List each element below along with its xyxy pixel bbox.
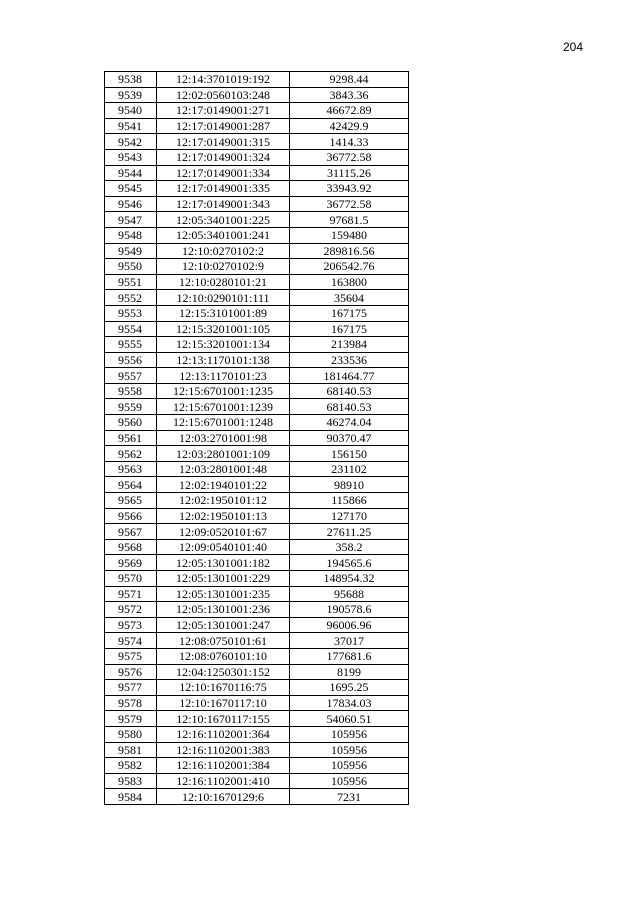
value-cell: 206542.76 bbox=[290, 259, 409, 275]
cadastral-number-cell: 12:16:1102001:410 bbox=[157, 773, 290, 789]
cadastral-number-cell: 12:03:2701001:98 bbox=[157, 430, 290, 446]
row-number-cell: 9570 bbox=[105, 571, 157, 587]
cadastral-number-cell: 12:16:1102001:384 bbox=[157, 758, 290, 774]
table-row bbox=[105, 773, 409, 789]
cadastral-number-cell: 12:16:1102001:364 bbox=[157, 726, 290, 742]
row-number-cell: 9540 bbox=[105, 103, 157, 119]
cadastral-number-cell: 12:10:1670116:75 bbox=[157, 680, 290, 696]
row-number-cell: 9568 bbox=[105, 539, 157, 555]
table-row bbox=[105, 368, 409, 384]
value-cell: 190578.6 bbox=[290, 602, 409, 618]
table-row bbox=[105, 399, 409, 415]
cadastral-number-cell: 12:09:0540101:40 bbox=[157, 539, 290, 555]
cadastral-number-cell: 12:17:0149001:287 bbox=[157, 118, 290, 134]
value-cell: 181464.77 bbox=[290, 368, 409, 384]
cadastral-number-cell: 12:15:6701001:1235 bbox=[157, 383, 290, 399]
page-number: 204 bbox=[562, 40, 583, 54]
row-number-cell: 9560 bbox=[105, 415, 157, 431]
table-row bbox=[105, 617, 409, 633]
value-cell: 105956 bbox=[290, 742, 409, 758]
value-cell: 177681.6 bbox=[290, 648, 409, 664]
row-number-cell: 9558 bbox=[105, 383, 157, 399]
cadastral-number-cell: 12:17:0149001:335 bbox=[157, 181, 290, 197]
value-cell: 17834.03 bbox=[290, 695, 409, 711]
table-row bbox=[105, 134, 409, 150]
value-cell: 8199 bbox=[290, 664, 409, 680]
cadastral-number-cell: 12:10:1670117:155 bbox=[157, 711, 290, 727]
row-number-cell: 9564 bbox=[105, 477, 157, 493]
cadastral-number-cell: 12:03:2801001:109 bbox=[157, 446, 290, 462]
value-cell: 31115.26 bbox=[290, 165, 409, 181]
table-row bbox=[105, 742, 409, 758]
cadastral-number-cell: 12:16:1102001:383 bbox=[157, 742, 290, 758]
cadastral-number-cell: 12:05:1301001:236 bbox=[157, 602, 290, 618]
table-row bbox=[105, 493, 409, 509]
cadastral-number-cell: 12:15:3101001:89 bbox=[157, 305, 290, 321]
row-number-cell: 9549 bbox=[105, 243, 157, 259]
cadastral-number-cell: 12:10:0290101:111 bbox=[157, 290, 290, 306]
cadastral-number-cell: 12:08:0750101:61 bbox=[157, 633, 290, 649]
value-cell: 358.2 bbox=[290, 539, 409, 555]
row-number-cell: 9559 bbox=[105, 399, 157, 415]
table-row bbox=[105, 789, 409, 805]
value-cell: 289816.56 bbox=[290, 243, 409, 259]
row-number-cell: 9571 bbox=[105, 586, 157, 602]
row-number-cell: 9542 bbox=[105, 134, 157, 150]
table-row bbox=[105, 555, 409, 571]
value-cell: 27611.25 bbox=[290, 524, 409, 540]
table-row bbox=[105, 383, 409, 399]
row-number-cell: 9573 bbox=[105, 617, 157, 633]
row-number-cell: 9557 bbox=[105, 368, 157, 384]
cadastral-number-cell: 12:05:3401001:225 bbox=[157, 212, 290, 228]
table-row bbox=[105, 274, 409, 290]
table-row bbox=[105, 633, 409, 649]
table-row bbox=[105, 181, 409, 197]
value-cell: 36772.58 bbox=[290, 149, 409, 165]
row-number-cell: 9576 bbox=[105, 664, 157, 680]
cadastral-number-cell: 12:14:3701019:192 bbox=[157, 72, 290, 88]
value-cell: 97681.5 bbox=[290, 212, 409, 228]
value-cell: 233536 bbox=[290, 352, 409, 368]
value-cell: 98910 bbox=[290, 477, 409, 493]
value-cell: 37017 bbox=[290, 633, 409, 649]
table-row bbox=[105, 571, 409, 587]
table-row bbox=[105, 524, 409, 540]
row-number-cell: 9551 bbox=[105, 274, 157, 290]
table-row bbox=[105, 461, 409, 477]
table-row bbox=[105, 243, 409, 259]
cadastral-number-cell: 12:15:6701001:1248 bbox=[157, 415, 290, 431]
row-number-cell: 9575 bbox=[105, 648, 157, 664]
table-row bbox=[105, 508, 409, 524]
row-number-cell: 9562 bbox=[105, 446, 157, 462]
row-number-cell: 9548 bbox=[105, 227, 157, 243]
row-number-cell: 9563 bbox=[105, 461, 157, 477]
table-row bbox=[105, 680, 409, 696]
value-cell: 90370.47 bbox=[290, 430, 409, 446]
row-number-cell: 9584 bbox=[105, 789, 157, 805]
cadastral-number-cell: 12:10:0270102:2 bbox=[157, 243, 290, 259]
value-cell: 9298.44 bbox=[290, 72, 409, 88]
table-row bbox=[105, 446, 409, 462]
row-number-cell: 9567 bbox=[105, 524, 157, 540]
table-row bbox=[105, 103, 409, 119]
value-cell: 46672.89 bbox=[290, 103, 409, 119]
cadastral-number-cell: 12:17:0149001:343 bbox=[157, 196, 290, 212]
cadastral-number-cell: 12:15:6701001:1239 bbox=[157, 399, 290, 415]
row-number-cell: 9572 bbox=[105, 602, 157, 618]
table-row bbox=[105, 149, 409, 165]
row-number-cell: 9552 bbox=[105, 290, 157, 306]
cadastral-number-cell: 12:05:3401001:241 bbox=[157, 227, 290, 243]
table-row bbox=[105, 539, 409, 555]
cadastral-number-cell: 12:02:1950101:13 bbox=[157, 508, 290, 524]
row-number-cell: 9555 bbox=[105, 337, 157, 353]
value-cell: 1695.25 bbox=[290, 680, 409, 696]
value-cell: 33943.92 bbox=[290, 181, 409, 197]
row-number-cell: 9561 bbox=[105, 430, 157, 446]
table-row bbox=[105, 337, 409, 353]
table-row bbox=[105, 227, 409, 243]
table-row bbox=[105, 711, 409, 727]
value-cell: 213984 bbox=[290, 337, 409, 353]
value-cell: 68140.53 bbox=[290, 399, 409, 415]
value-cell: 35604 bbox=[290, 290, 409, 306]
value-cell: 127170 bbox=[290, 508, 409, 524]
table-row bbox=[105, 602, 409, 618]
value-cell: 7231 bbox=[290, 789, 409, 805]
cadastral-number-cell: 12:15:3201001:134 bbox=[157, 337, 290, 353]
row-number-cell: 9581 bbox=[105, 742, 157, 758]
table-row bbox=[105, 430, 409, 446]
table-body bbox=[105, 72, 409, 805]
cadastral-number-cell: 12:15:3201001:105 bbox=[157, 321, 290, 337]
table-row bbox=[105, 165, 409, 181]
cadastral-number-cell: 12:10:1670117:10 bbox=[157, 695, 290, 711]
cadastral-number-cell: 12:10:1670129:6 bbox=[157, 789, 290, 805]
value-cell: 163800 bbox=[290, 274, 409, 290]
row-number-cell: 9541 bbox=[105, 118, 157, 134]
cadastral-number-cell: 12:08:0760101:10 bbox=[157, 648, 290, 664]
row-number-cell: 9538 bbox=[105, 72, 157, 88]
cadastral-number-cell: 12:09:0520101:67 bbox=[157, 524, 290, 540]
table-row bbox=[105, 415, 409, 431]
row-number-cell: 9546 bbox=[105, 196, 157, 212]
cadastral-number-cell: 12:04:1250301:152 bbox=[157, 664, 290, 680]
value-cell: 46274.04 bbox=[290, 415, 409, 431]
data-table bbox=[104, 71, 409, 805]
row-number-cell: 9547 bbox=[105, 212, 157, 228]
table-row bbox=[105, 72, 409, 88]
value-cell: 156150 bbox=[290, 446, 409, 462]
value-cell: 167175 bbox=[290, 305, 409, 321]
table-row bbox=[105, 196, 409, 212]
table-row bbox=[105, 259, 409, 275]
value-cell: 3843.36 bbox=[290, 87, 409, 103]
value-cell: 1414.33 bbox=[290, 134, 409, 150]
value-cell: 105956 bbox=[290, 726, 409, 742]
cadastral-number-cell: 12:10:0270102:9 bbox=[157, 259, 290, 275]
row-number-cell: 9582 bbox=[105, 758, 157, 774]
table-row bbox=[105, 118, 409, 134]
table-row bbox=[105, 664, 409, 680]
row-number-cell: 9550 bbox=[105, 259, 157, 275]
value-cell: 42429.9 bbox=[290, 118, 409, 134]
cadastral-number-cell: 12:17:0149001:315 bbox=[157, 134, 290, 150]
table-row bbox=[105, 726, 409, 742]
value-cell: 148954.32 bbox=[290, 571, 409, 587]
cadastral-number-cell: 12:13:1170101:23 bbox=[157, 368, 290, 384]
value-cell: 95688 bbox=[290, 586, 409, 602]
table-row bbox=[105, 290, 409, 306]
table-row bbox=[105, 212, 409, 228]
value-cell: 36772.58 bbox=[290, 196, 409, 212]
row-number-cell: 9569 bbox=[105, 555, 157, 571]
cadastral-number-cell: 12:03:2801001:48 bbox=[157, 461, 290, 477]
row-number-cell: 9580 bbox=[105, 726, 157, 742]
cadastral-number-cell: 12:05:1301001:229 bbox=[157, 571, 290, 587]
cadastral-number-cell: 12:17:0149001:324 bbox=[157, 149, 290, 165]
cadastral-number-cell: 12:17:0149001:334 bbox=[157, 165, 290, 181]
table-row bbox=[105, 586, 409, 602]
cadastral-number-cell: 12:02:0560103:248 bbox=[157, 87, 290, 103]
cadastral-number-cell: 12:05:1301001:247 bbox=[157, 617, 290, 633]
table-row bbox=[105, 648, 409, 664]
value-cell: 167175 bbox=[290, 321, 409, 337]
value-cell: 231102 bbox=[290, 461, 409, 477]
value-cell: 54060.51 bbox=[290, 711, 409, 727]
table-row bbox=[105, 321, 409, 337]
row-number-cell: 9579 bbox=[105, 711, 157, 727]
cadastral-number-cell: 12:02:1940101:22 bbox=[157, 477, 290, 493]
cadastral-number-cell: 12:13:1170101:138 bbox=[157, 352, 290, 368]
cadastral-number-cell: 12:17:0149001:271 bbox=[157, 103, 290, 119]
value-cell: 159480 bbox=[290, 227, 409, 243]
value-cell: 96006.96 bbox=[290, 617, 409, 633]
table-row bbox=[105, 695, 409, 711]
table-row bbox=[105, 758, 409, 774]
cadastral-number-cell: 12:10:0280101:21 bbox=[157, 274, 290, 290]
row-number-cell: 9583 bbox=[105, 773, 157, 789]
table-row bbox=[105, 477, 409, 493]
row-number-cell: 9565 bbox=[105, 493, 157, 509]
row-number-cell: 9577 bbox=[105, 680, 157, 696]
row-number-cell: 9545 bbox=[105, 181, 157, 197]
value-cell: 194565.6 bbox=[290, 555, 409, 571]
value-cell: 105956 bbox=[290, 758, 409, 774]
value-cell: 68140.53 bbox=[290, 383, 409, 399]
row-number-cell: 9543 bbox=[105, 149, 157, 165]
cadastral-number-cell: 12:05:1301001:182 bbox=[157, 555, 290, 571]
table-row bbox=[105, 352, 409, 368]
value-cell: 115866 bbox=[290, 493, 409, 509]
table-row bbox=[105, 87, 409, 103]
row-number-cell: 9566 bbox=[105, 508, 157, 524]
row-number-cell: 9553 bbox=[105, 305, 157, 321]
value-cell: 105956 bbox=[290, 773, 409, 789]
row-number-cell: 9554 bbox=[105, 321, 157, 337]
row-number-cell: 9544 bbox=[105, 165, 157, 181]
row-number-cell: 9556 bbox=[105, 352, 157, 368]
cadastral-number-cell: 12:02:1950101:12 bbox=[157, 493, 290, 509]
row-number-cell: 9539 bbox=[105, 87, 157, 103]
row-number-cell: 9574 bbox=[105, 633, 157, 649]
table-row bbox=[105, 305, 409, 321]
cadastral-number-cell: 12:05:1301001:235 bbox=[157, 586, 290, 602]
row-number-cell: 9578 bbox=[105, 695, 157, 711]
